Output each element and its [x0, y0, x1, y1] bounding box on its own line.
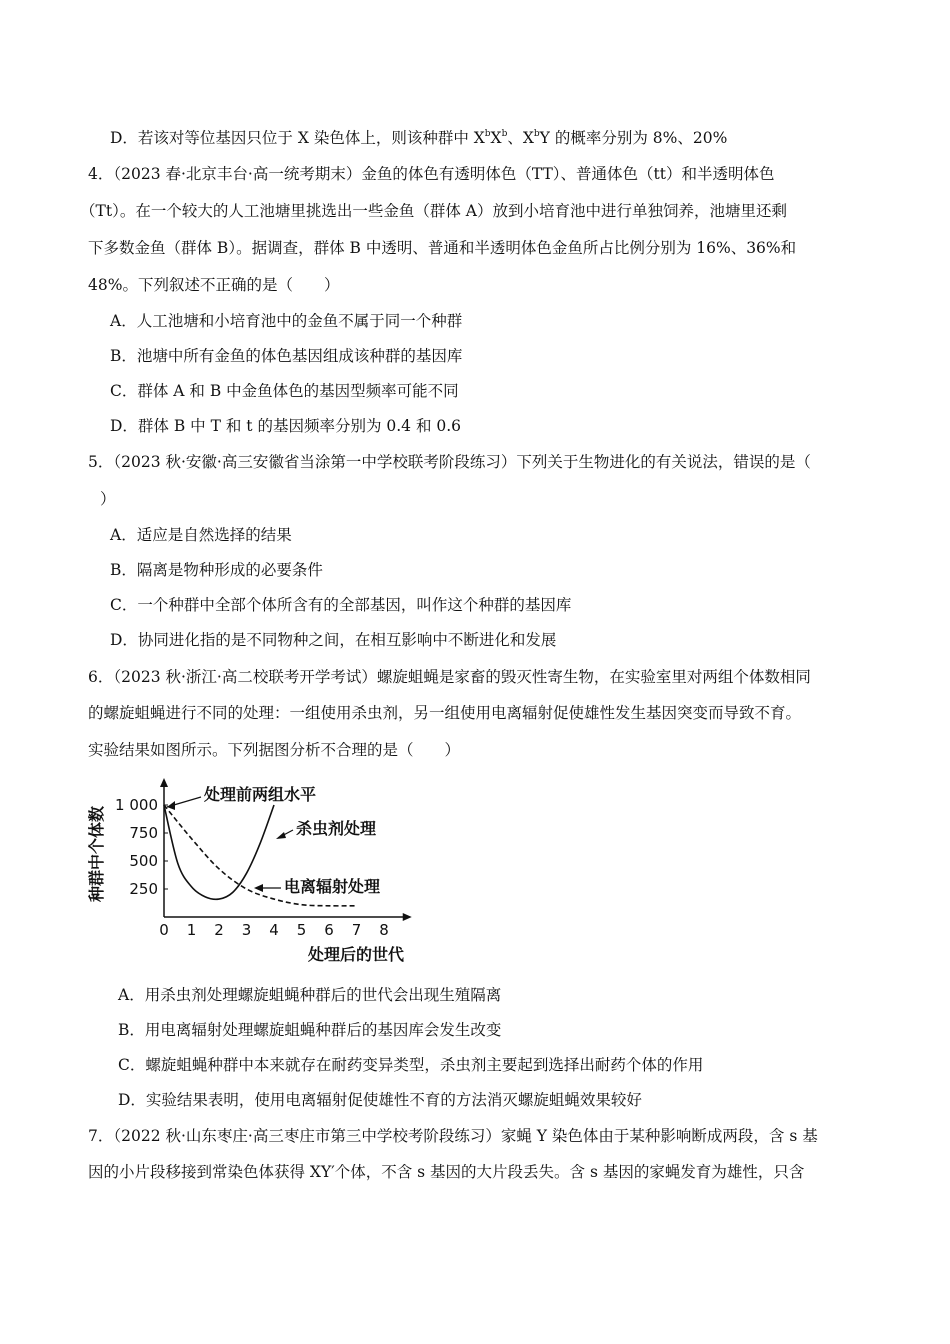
q7-stem-line-2: 因的小片段移接到常染色体获得 XY′个体，不含 s 基因的大片段丢失。含 s 基因的家蝇发育为雄性，只含	[88, 1163, 805, 1181]
q6-option-a: A．用杀虫剂处理螺旋蛆蝇种群后的世代会出现生殖隔离	[118, 986, 502, 1004]
q5-option-d: D．协同进化指的是不同物种之间，在相互影响中不断进化和发展	[110, 631, 557, 649]
q6-option-d: D．实验结果表明，使用电离辐射促使雄性不育的方法消灭螺旋蛆蝇效果较好	[118, 1091, 642, 1109]
q5-stem-line-2: ）	[100, 490, 116, 508]
q6-option-c: C．螺旋蛆蝇种群中本来就存在耐药变异类型，杀虫剂主要起到选择出耐药个体的作用	[118, 1056, 704, 1074]
superscript-b: b	[501, 129, 508, 139]
q4-stem-line-2: （Tt）。在一个较大的人工池塘里挑选出一些金鱼（群体 A）放到小培育池中进行单独饲养，池塘里还剩	[80, 202, 787, 220]
insecticide-series-label: 杀虫剂处理	[296, 819, 377, 838]
q4-option-a: A．人工池塘和小培育池中的金鱼不属于同一个种群	[110, 312, 463, 330]
q3-option-d-text-d: Y 的概率分别为 8%、20%	[539, 129, 728, 147]
q3-option-d-text-c: 、X	[507, 129, 534, 147]
y-axis-title: 种群中个体数	[87, 805, 106, 903]
q3-option-d-text-a: D．若该对等位基因只位于 X 染色体上，则该种群中 X	[110, 129, 485, 147]
x-tick-label: 0	[159, 921, 169, 939]
y-tick-label: 1 000	[115, 796, 158, 814]
q5-stem-line-1: 5．（2023 秋·安徽·高三安徽省当涂第一中学校联考阶段练习）下列关于生物进化的有关说法，错误的是（	[88, 453, 811, 471]
radiation-series-label: 电离辐射处理	[284, 877, 381, 896]
x-tick-label: 4	[269, 921, 279, 939]
x-tick-label: 5	[296, 921, 307, 939]
population-chart	[84, 772, 424, 972]
y-tick-label: 250	[129, 880, 158, 898]
x-axis-title: 处理后的世代	[307, 945, 405, 964]
q4-stem-line-1: 4．（2023 春·北京丰台·高一统考期末）金鱼的体色有透明体色（TT）、普通体色（tt）和半透明体色	[88, 165, 775, 183]
insecticide-series-line	[164, 805, 274, 899]
q3-option-d-text-b: X	[490, 129, 502, 147]
q6-stem-line-1: 6．（2023 秋·浙江·高二校联考开学考试）螺旋蛆蝇是家畜的毁灭性寄生物，在实验室里对两组个体数相同	[88, 668, 811, 686]
radiation-arrow-icon	[254, 884, 263, 892]
x-tick-label: 1	[186, 921, 197, 939]
annotation-pre-treatment-label: 处理前两组水平	[204, 785, 317, 804]
y-tick-label: 500	[129, 852, 158, 870]
q3-option-d	[110, 128, 727, 148]
q4-stem-line-4: 48%。下列叙述不正确的是（ ）	[88, 276, 340, 294]
superscript-b: b	[533, 129, 540, 139]
y-axis-arrow-icon	[160, 778, 168, 787]
x-tick-label: 7	[351, 921, 362, 939]
q4-option-b: B．池塘中所有金鱼的体色基因组成该种群的基因库	[110, 347, 463, 365]
x-tick-label: 6	[324, 921, 334, 939]
x-axis-arrow-icon	[403, 913, 412, 921]
q6-option-b: B．用电离辐射处理螺旋蛆蝇种群后的基因库会发生改变	[118, 1021, 502, 1039]
q6-stem-line-3: 实验结果如图所示。下列据图分析不合理的是（ ）	[88, 741, 461, 759]
y-tick-label: 750	[129, 824, 158, 842]
q7-stem-line-1: 7．（2022 秋·山东枣庄·高三枣庄市第三中学校考阶段练习）家蝇 Y 染色体由于某种影响断成两段，含 s 基	[88, 1127, 818, 1145]
x-tick-label: 8	[379, 921, 389, 939]
q4-stem-line-3: 下多数金鱼（群体 B）。据调查，群体 B 中透明、普通和半透明体色金鱼所占比例分别为 16%、36%和	[88, 239, 797, 257]
annotation-arrow-icon	[167, 801, 175, 810]
q5-option-a: A．适应是自然选择的结果	[110, 526, 292, 544]
x-tick-label: 2	[214, 921, 224, 939]
insecticide-arrow-icon	[276, 832, 286, 839]
superscript-b: b	[484, 129, 491, 139]
q4-option-d: D．群体 B 中 T 和 t 的基因频率分别为 0.4 和 0.6	[110, 417, 462, 435]
q4-option-c: C．群体 A 和 B 中金鱼体色的基因型频率可能不同	[110, 382, 459, 400]
q5-option-c: C．一个种群中全部个体所含有的全部基因，叫作这个种群的基因库	[110, 596, 572, 614]
q5-option-b: B．隔离是物种形成的必要条件	[110, 561, 323, 579]
x-tick-label: 3	[241, 921, 252, 939]
q6-stem-line-2: 的螺旋蛆蝇进行不同的处理：一组使用杀虫剂，另一组使用电离辐射促使雄性发生基因突变而导致不育。	[88, 704, 802, 722]
